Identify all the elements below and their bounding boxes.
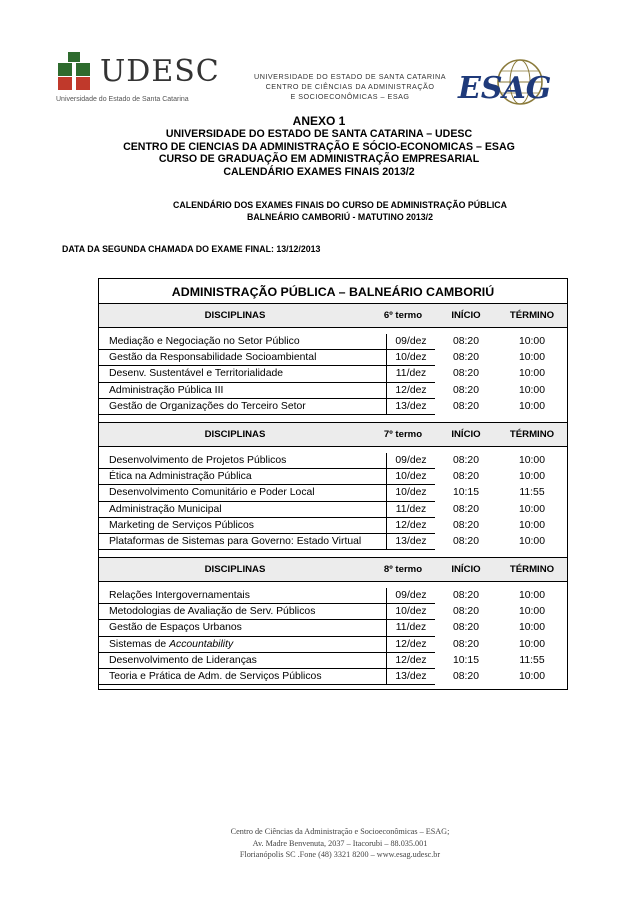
cell-date: 10/dez	[387, 485, 435, 501]
header-termino: TÉRMINO	[509, 310, 555, 321]
cell-date: 09/dez	[387, 334, 435, 350]
table-row	[99, 588, 567, 604]
table-row	[99, 399, 567, 415]
title-line: CURSO DE GRADUAÇÃO EM ADMINISTRAÇÃO EMPRESARIAL	[158, 153, 480, 165]
calendar-line: CALENDÁRIO DOS EXAMES FINAIS DO CURSO DE ADMINISTRAÇÃO PÚBLICA	[173, 200, 507, 210]
cell-start: 08:20	[452, 352, 479, 364]
cell-end: 10:00	[518, 671, 545, 682]
section-header	[99, 422, 567, 447]
cell-end: 10:00	[518, 454, 545, 466]
footer-line: Av. Madre Benvenuta, 2037 – Itacorubi – 88.035.001	[252, 838, 428, 848]
cell-discipline: Desenv. Sustentável e Territorialidade	[99, 366, 387, 382]
cell-discipline: Gestão de Organizações do Terceiro Setor	[99, 399, 387, 415]
cell-start: 08:20	[452, 622, 479, 634]
cell-discipline: Relações Intergovernamentais	[99, 588, 387, 604]
header-line: CENTRO DE CIÊNCIAS DA ADMINISTRAÇÃO	[265, 82, 435, 91]
second-call-date: DATA DA SEGUNDA CHAMADA DO EXAME FINAL: 13/12/2013	[62, 244, 321, 254]
cell-discipline: Mediação e Negociação no Setor Público	[99, 334, 387, 350]
cell-date: 10/dez	[387, 469, 435, 485]
document-titles	[0, 128, 638, 178]
cell-date: 12/dez	[387, 637, 435, 653]
cell-start: 10:15	[452, 654, 479, 666]
cell-start: 08:20	[452, 606, 479, 618]
cell-discipline: Sistemas de Accountability	[99, 637, 387, 653]
cell-start: 10:15	[452, 487, 479, 499]
table-row	[99, 518, 567, 534]
cell-discipline: Administração Pública III	[99, 383, 387, 399]
cell-end: 10:00	[518, 622, 545, 634]
header-termino: TÉRMINO	[509, 428, 555, 440]
cell-end: 10:00	[518, 400, 545, 412]
cell-start: 08:20	[452, 535, 479, 547]
institution-header	[230, 72, 470, 102]
table-row	[99, 383, 567, 399]
header-line: E SOCIOECONÔMICAS – ESAG	[290, 92, 410, 101]
cell-date: 13/dez	[387, 669, 435, 685]
cell-discipline: Marketing de Serviços Públicos	[99, 518, 387, 534]
title-line: CENTRO DE CIENCIAS DA ADMINISTRAÇÃO E SÓCIO-ECONOMICAS – ESAG	[123, 140, 515, 153]
header-termo: 6º termo	[383, 310, 423, 321]
table-row	[99, 469, 567, 485]
cell-date: 13/dez	[387, 534, 435, 550]
cell-end: 10:00	[518, 590, 545, 602]
cell-end: 10:00	[518, 471, 545, 483]
cell-date: 11/dez	[387, 366, 435, 382]
cell-discipline: Gestão de Espaços Urbanos	[99, 620, 387, 636]
cell-end: 10:00	[518, 368, 545, 380]
cell-discipline: Desenvolvimento de Lideranças	[99, 653, 387, 669]
table-row	[99, 534, 567, 550]
cell-date: 13/dez	[387, 399, 435, 415]
footer-line: Centro de Ciências da Administração e Socioeconômicas – ESAG;	[230, 827, 450, 836]
cell-start: 08:20	[452, 503, 479, 515]
cell-discipline: Ética na Administração Pública	[99, 469, 387, 485]
cell-date: 09/dez	[387, 453, 435, 469]
cell-start: 08:20	[452, 336, 479, 347]
header-disciplinas: DISCIPLINAS	[204, 310, 266, 321]
cell-end: 10:00	[518, 352, 545, 364]
cell-end: 10:00	[518, 336, 545, 347]
cell-end: 10:00	[518, 503, 545, 515]
cell-discipline: Plataformas de Sistemas para Governo: Estado Virtual	[99, 534, 387, 550]
cell-date: 12/dez	[387, 653, 435, 669]
footer-line: Florianópolis SC .Fone (48) 3321 8200 – www.esag.udesc.br	[239, 850, 441, 859]
cell-start: 08:20	[452, 519, 479, 531]
cell-discipline: Teoria e Prática de Adm. de Serviços Públicos	[99, 669, 387, 685]
cell-end: 10:00	[518, 384, 545, 396]
header-termino: TÉRMINO	[509, 564, 555, 576]
cell-start: 08:20	[452, 384, 479, 396]
table-row	[99, 453, 567, 469]
cell-end: 11:55	[519, 654, 545, 666]
footer	[0, 826, 638, 861]
anexo-title: ANEXO 1	[292, 114, 346, 128]
esag-logo	[456, 58, 552, 110]
table-row	[99, 485, 567, 501]
header-termo: 7º termo	[383, 428, 423, 440]
header-disciplinas: DISCIPLINAS	[204, 564, 266, 576]
udesc-logo-text: UDESC	[100, 54, 220, 89]
title-line: UNIVERSIDADE DO ESTADO DE SANTA CATARINA – UDESC	[165, 128, 473, 140]
cell-date: 09/dez	[387, 588, 435, 604]
cell-end: 10:00	[518, 606, 545, 618]
cell-discipline: Desenvolvimento de Projetos Públicos	[99, 453, 387, 469]
cell-date: 12/dez	[387, 518, 435, 534]
header-inicio: INÍCIO	[451, 428, 481, 440]
table-row	[99, 366, 567, 382]
cell-start: 08:20	[452, 454, 479, 466]
table-row	[99, 637, 567, 653]
cell-date: 11/dez	[387, 502, 435, 518]
table-row	[99, 350, 567, 366]
header-inicio: INÍCIO	[451, 564, 481, 576]
cell-start: 08:20	[452, 400, 479, 412]
calendar-line: BALNEÁRIO CAMBORIÚ - MATUTINO 2013/2	[246, 212, 434, 222]
header-line: UNIVERSIDADE DO ESTADO DE SANTA CATARINA	[254, 72, 446, 81]
cell-end: 10:00	[518, 638, 545, 650]
cell-start: 08:20	[452, 671, 479, 682]
esag-logo-text: ESAG	[458, 71, 552, 106]
exam-schedule-table	[98, 278, 568, 690]
cell-date: 12/dez	[387, 383, 435, 399]
header-inicio: INÍCIO	[451, 310, 481, 321]
cell-date: 10/dez	[387, 604, 435, 620]
cell-start: 08:20	[452, 590, 479, 602]
cell-end: 10:00	[518, 535, 545, 547]
section-header	[99, 304, 567, 328]
table-row	[99, 620, 567, 636]
cell-start: 08:20	[452, 471, 479, 483]
header-termo: 8º termo	[383, 564, 423, 576]
cell-discipline: Gestão da Responsabilidade Socioambiental	[99, 350, 387, 366]
table-row	[99, 653, 567, 669]
section-header	[99, 557, 567, 582]
cell-date: 11/dez	[387, 620, 435, 636]
cell-date: 10/dez	[387, 350, 435, 366]
cell-end: 11:55	[519, 487, 545, 499]
title-line: CALENDÁRIO EXAMES FINAIS 2013/2	[223, 165, 415, 178]
cell-start: 08:20	[452, 368, 479, 380]
table-title: ADMINISTRAÇÃO PÚBLICA – BALNEÁRIO CAMBORIÚ	[99, 279, 567, 304]
cell-start: 08:20	[452, 638, 479, 650]
header-disciplinas: DISCIPLINAS	[204, 428, 266, 440]
table-row	[99, 604, 567, 620]
udesc-subtitle: Universidade do Estado de Santa Catarina	[56, 96, 189, 103]
table-row	[99, 334, 567, 350]
cell-end: 10:00	[518, 519, 545, 531]
udesc-logo	[56, 50, 220, 108]
cell-discipline: Desenvolvimento Comunitário e Poder Local	[99, 485, 387, 501]
table-row	[99, 669, 567, 685]
calendar-heading	[0, 199, 638, 223]
udesc-mark-icon	[56, 52, 94, 92]
cell-discipline: Administração Municipal	[99, 502, 387, 518]
table-row	[99, 502, 567, 518]
cell-discipline: Metodologias de Avaliação de Serv. Públicos	[99, 604, 387, 620]
